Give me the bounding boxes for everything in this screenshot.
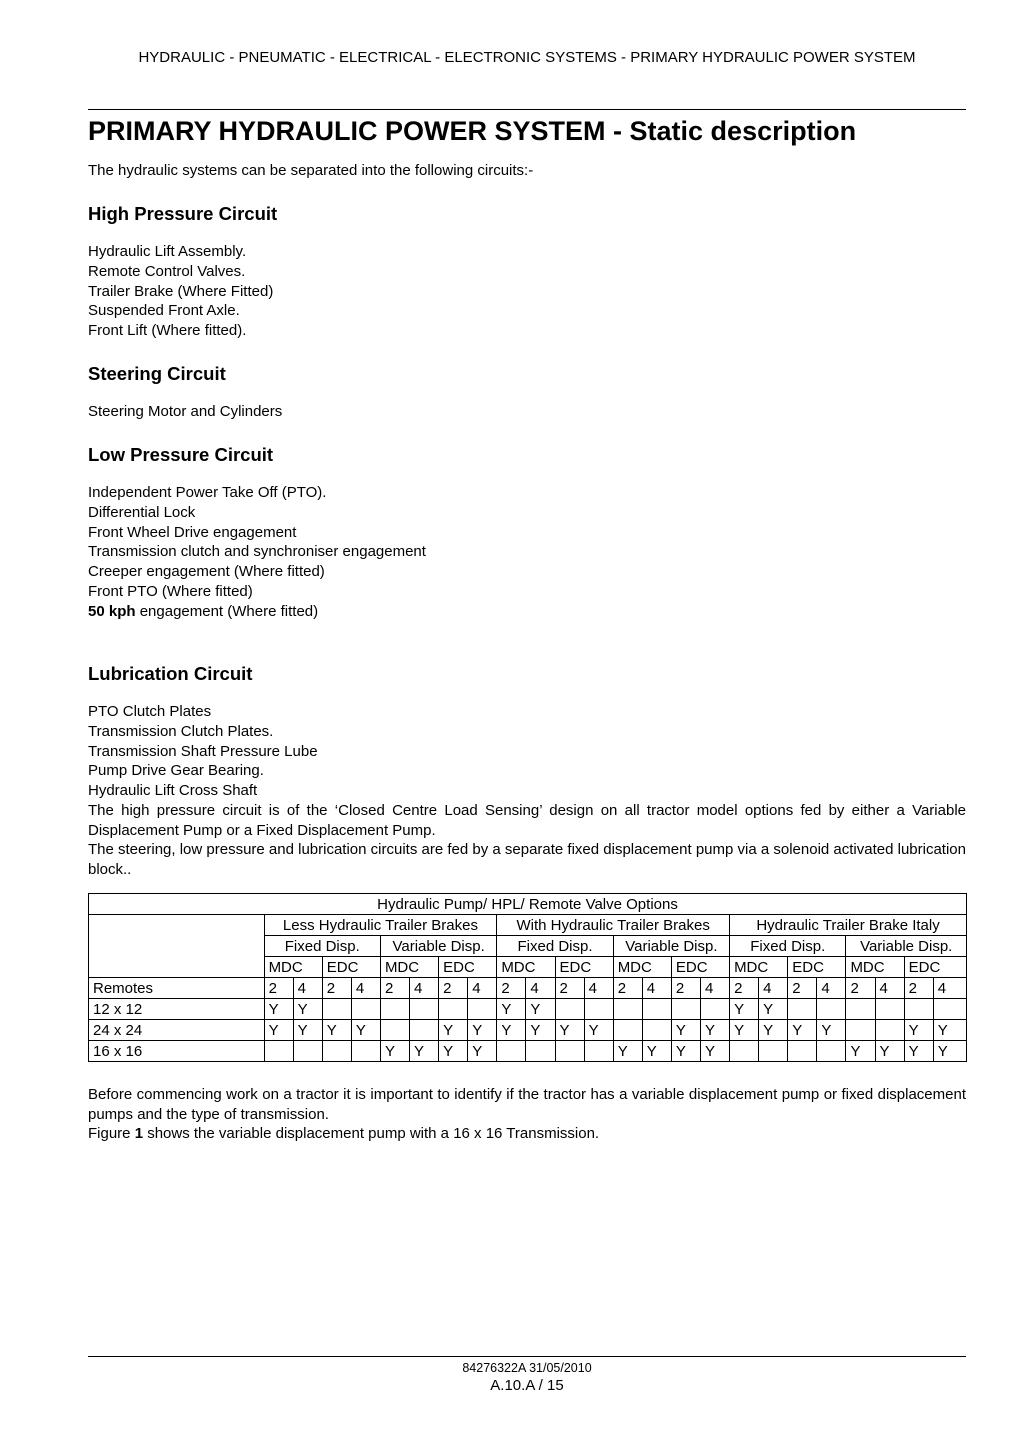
low-pressure-list bbox=[88, 483, 966, 622]
table-cell: 4 bbox=[526, 978, 555, 999]
running-header: HYDRAULIC - PNEUMATIC - ELECTRICAL - ELECTRONIC SYSTEMS - PRIMARY HYDRAULIC POWER SYSTEM bbox=[138, 49, 916, 66]
table-cell: Y bbox=[468, 1041, 497, 1062]
table-cell: Y bbox=[439, 1020, 468, 1041]
table-cell bbox=[468, 999, 497, 1020]
table-cell: Y bbox=[759, 999, 788, 1020]
table-cell bbox=[380, 999, 409, 1020]
table-title: Hydraulic Pump/ HPL/ Remote Valve Options bbox=[89, 894, 967, 915]
control-header: MDC bbox=[380, 957, 438, 978]
table-cell: Y bbox=[730, 1020, 759, 1041]
options-table-body bbox=[89, 894, 967, 1062]
table-cell: Y bbox=[671, 1041, 700, 1062]
table-cell: Y bbox=[497, 1020, 526, 1041]
group-header: With Hydraulic Trailer Brakes bbox=[497, 915, 730, 936]
list-item: Front Wheel Drive engagement bbox=[88, 523, 297, 541]
footer-rule bbox=[88, 1356, 966, 1357]
table-cell: 2 bbox=[439, 978, 468, 999]
table-cell bbox=[671, 999, 700, 1020]
table-cell bbox=[584, 999, 613, 1020]
table-cell bbox=[351, 999, 380, 1020]
control-header: EDC bbox=[904, 957, 966, 978]
list-item: Creeper engagement (Where fitted) bbox=[88, 563, 325, 581]
table-cell: 2 bbox=[322, 978, 351, 999]
table-cell: 4 bbox=[351, 978, 380, 999]
lubrication-heading: Lubrication Circuit bbox=[88, 663, 253, 684]
table-cell bbox=[264, 1041, 293, 1062]
pump-header: Variable Disp. bbox=[380, 936, 496, 957]
table-cell: 2 bbox=[380, 978, 409, 999]
list-item bbox=[88, 602, 966, 622]
table-cell bbox=[555, 1041, 584, 1062]
table-cell bbox=[788, 999, 817, 1020]
table-cell: Y bbox=[293, 1020, 322, 1041]
table-cell: Y bbox=[671, 1020, 700, 1041]
table-cell: Y bbox=[846, 1041, 875, 1062]
list-item: Independent Power Take Off (PTO). bbox=[88, 484, 327, 501]
control-header: MDC bbox=[846, 957, 904, 978]
figure-reference-text bbox=[88, 1124, 966, 1144]
row-label: 16 x 16 bbox=[89, 1041, 265, 1062]
pump-header: Variable Disp. bbox=[846, 936, 967, 957]
list-item: Hydraulic Lift Cross Shaft bbox=[88, 782, 258, 800]
table-cell: Y bbox=[526, 1020, 555, 1041]
table-cell: 4 bbox=[468, 978, 497, 999]
list-item: Pump Drive Gear Bearing. bbox=[88, 762, 264, 780]
list-item: Transmission Clutch Plates. bbox=[88, 722, 274, 740]
table-cell: Y bbox=[293, 999, 322, 1020]
page-number: A.10.A / 15 bbox=[490, 1377, 564, 1394]
pump-header: Variable Disp. bbox=[613, 936, 729, 957]
table-cell: 4 bbox=[700, 978, 729, 999]
control-header: EDC bbox=[788, 957, 846, 978]
table-cell: Y bbox=[584, 1020, 613, 1041]
table-cell bbox=[439, 999, 468, 1020]
table-cell: Y bbox=[788, 1020, 817, 1041]
table-row bbox=[89, 1020, 967, 1041]
table-cell: Y bbox=[730, 999, 759, 1020]
table-cell: 4 bbox=[410, 978, 439, 999]
table-cell: Y bbox=[933, 1041, 966, 1062]
table-cell: Y bbox=[817, 1020, 846, 1041]
control-header: EDC bbox=[555, 957, 613, 978]
table-cell bbox=[613, 999, 642, 1020]
table-row bbox=[89, 978, 967, 999]
table-cell: Y bbox=[904, 1041, 933, 1062]
table-cell: 2 bbox=[613, 978, 642, 999]
table-cell: 4 bbox=[584, 978, 613, 999]
list-item-text: engagement (Where fitted) bbox=[135, 602, 319, 620]
table-cell: Y bbox=[875, 1041, 904, 1062]
table-cell: Y bbox=[555, 1020, 584, 1041]
table-cell: Y bbox=[264, 999, 293, 1020]
list-item: Remote Control Valves. bbox=[88, 262, 246, 280]
table-cell: 2 bbox=[264, 978, 293, 999]
table-cell: Y bbox=[613, 1041, 642, 1062]
pump-header: Fixed Disp. bbox=[497, 936, 613, 957]
table-cell: Y bbox=[264, 1020, 293, 1041]
lubrication-list bbox=[88, 702, 966, 801]
table-row bbox=[89, 1041, 967, 1062]
table-cell: Y bbox=[351, 1020, 380, 1041]
table-cell bbox=[642, 999, 671, 1020]
table-cell: Y bbox=[468, 1020, 497, 1041]
high-pressure-heading: High Pressure Circuit bbox=[88, 203, 278, 224]
row-label: 24 x 24 bbox=[89, 1020, 265, 1041]
list-item: Differential Lock bbox=[88, 503, 196, 521]
speed-value: 50 kph bbox=[88, 602, 136, 620]
table-cell: 2 bbox=[671, 978, 700, 999]
table-cell bbox=[933, 999, 966, 1020]
table-cell bbox=[875, 999, 904, 1020]
figure-prefix: Figure bbox=[88, 1125, 135, 1142]
table-cell: Y bbox=[933, 1020, 966, 1041]
table-cell bbox=[526, 1041, 555, 1062]
table-cell bbox=[846, 1020, 875, 1041]
table-cell bbox=[730, 1041, 759, 1062]
control-header: EDC bbox=[322, 957, 380, 978]
intro-text: The hydraulic systems can be separated into the following circuits:- bbox=[88, 162, 534, 179]
table-cell bbox=[613, 1020, 642, 1041]
list-item: Hydraulic Lift Assembly. bbox=[88, 243, 247, 260]
table-cell: Y bbox=[642, 1041, 671, 1062]
options-table bbox=[88, 893, 967, 1062]
table-cell: 4 bbox=[933, 978, 966, 999]
table-title-row bbox=[89, 894, 967, 915]
table-cell: Y bbox=[526, 999, 555, 1020]
list-item: PTO Clutch Plates bbox=[88, 703, 212, 720]
before-work-text: Before commencing work on a tractor it is important to identify if the tractor has a variable displacement pump or fixed displacement pumps and the type of transmission. bbox=[88, 1086, 966, 1123]
high-pressure-design-text: The high pressure circuit is of the ‘Closed Centre Load Sensing’ design on all tractor model options fed by either a Variable Displacement Pump or a Fixed Displacement Pump. bbox=[88, 802, 966, 839]
table-cell: 4 bbox=[642, 978, 671, 999]
table-cell: 2 bbox=[730, 978, 759, 999]
figure-number: 1 bbox=[134, 1125, 144, 1142]
page-title: PRIMARY HYDRAULIC POWER SYSTEM - Static description bbox=[88, 116, 857, 146]
control-header: MDC bbox=[264, 957, 322, 978]
table-cell: 2 bbox=[846, 978, 875, 999]
document-code: 84276322A 31/05/2010 bbox=[462, 1361, 592, 1375]
table-cell bbox=[817, 999, 846, 1020]
table-cell bbox=[788, 1041, 817, 1062]
group-header-row bbox=[89, 915, 967, 936]
list-item: Transmission clutch and synchroniser engagement bbox=[88, 543, 426, 561]
table-cell: Y bbox=[322, 1020, 351, 1041]
list-item: Transmission Shaft Pressure Lube bbox=[88, 742, 318, 760]
table-cell bbox=[817, 1041, 846, 1062]
row-label: 12 x 12 bbox=[89, 999, 265, 1020]
table-cell: Y bbox=[439, 1041, 468, 1062]
table-cell bbox=[875, 1020, 904, 1041]
list-item: Front Lift (Where fitted). bbox=[88, 322, 247, 340]
steering-heading: Steering Circuit bbox=[88, 363, 226, 384]
table-cell bbox=[351, 1041, 380, 1062]
table-cell bbox=[584, 1041, 613, 1062]
table-cell: 2 bbox=[788, 978, 817, 999]
row-label: Remotes bbox=[89, 978, 265, 999]
control-header: MDC bbox=[730, 957, 788, 978]
table-cell: Y bbox=[497, 999, 526, 1020]
blank-header-cell bbox=[89, 915, 265, 978]
table-cell bbox=[904, 999, 933, 1020]
table-cell bbox=[497, 1041, 526, 1062]
table-cell bbox=[322, 999, 351, 1020]
control-header: MDC bbox=[497, 957, 555, 978]
steering-feed-text: The steering, low pressure and lubrication circuits are fed by a separate fixed displacement pump via a solenoid activated lubrication block.. bbox=[88, 841, 966, 878]
table-cell: 2 bbox=[904, 978, 933, 999]
control-header: EDC bbox=[439, 957, 497, 978]
table-cell bbox=[555, 999, 584, 1020]
table-cell: 2 bbox=[497, 978, 526, 999]
table-cell: 4 bbox=[875, 978, 904, 999]
list-item: Steering Motor and Cylinders bbox=[88, 403, 283, 420]
table-cell bbox=[410, 999, 439, 1020]
table-cell: Y bbox=[759, 1020, 788, 1041]
steering-list bbox=[88, 402, 966, 422]
table-cell bbox=[380, 1020, 409, 1041]
table-cell: Y bbox=[700, 1041, 729, 1062]
table-cell bbox=[642, 1020, 671, 1041]
pump-header: Fixed Disp. bbox=[264, 936, 380, 957]
list-item: Trailer Brake (Where Fitted) bbox=[88, 282, 274, 300]
table-cell bbox=[700, 999, 729, 1020]
low-pressure-heading: Low Pressure Circuit bbox=[88, 444, 274, 465]
control-header: MDC bbox=[613, 957, 671, 978]
table-cell bbox=[410, 1020, 439, 1041]
control-header: EDC bbox=[671, 957, 729, 978]
table-cell bbox=[293, 1041, 322, 1062]
list-item: Suspended Front Axle. bbox=[88, 302, 240, 320]
pump-header: Fixed Disp. bbox=[730, 936, 846, 957]
table-cell: 2 bbox=[555, 978, 584, 999]
header-rule bbox=[88, 109, 966, 110]
table-cell: Y bbox=[904, 1020, 933, 1041]
high-pressure-list bbox=[88, 242, 966, 341]
table-cell bbox=[846, 999, 875, 1020]
list-item: Front PTO (Where fitted) bbox=[88, 582, 253, 600]
group-header: Less Hydraulic Trailer Brakes bbox=[264, 915, 497, 936]
table-cell: Y bbox=[380, 1041, 409, 1062]
table-cell bbox=[322, 1041, 351, 1062]
group-header: Hydraulic Trailer Brake Italy bbox=[730, 915, 967, 936]
table-row bbox=[89, 999, 967, 1020]
table-cell: 4 bbox=[759, 978, 788, 999]
table-cell bbox=[759, 1041, 788, 1062]
table-cell: Y bbox=[700, 1020, 729, 1041]
figure-description: shows the variable displacement pump with a 16 x 16 Transmission. bbox=[143, 1125, 600, 1142]
table-cell: 4 bbox=[817, 978, 846, 999]
table-cell: Y bbox=[410, 1041, 439, 1062]
table-cell: 4 bbox=[293, 978, 322, 999]
